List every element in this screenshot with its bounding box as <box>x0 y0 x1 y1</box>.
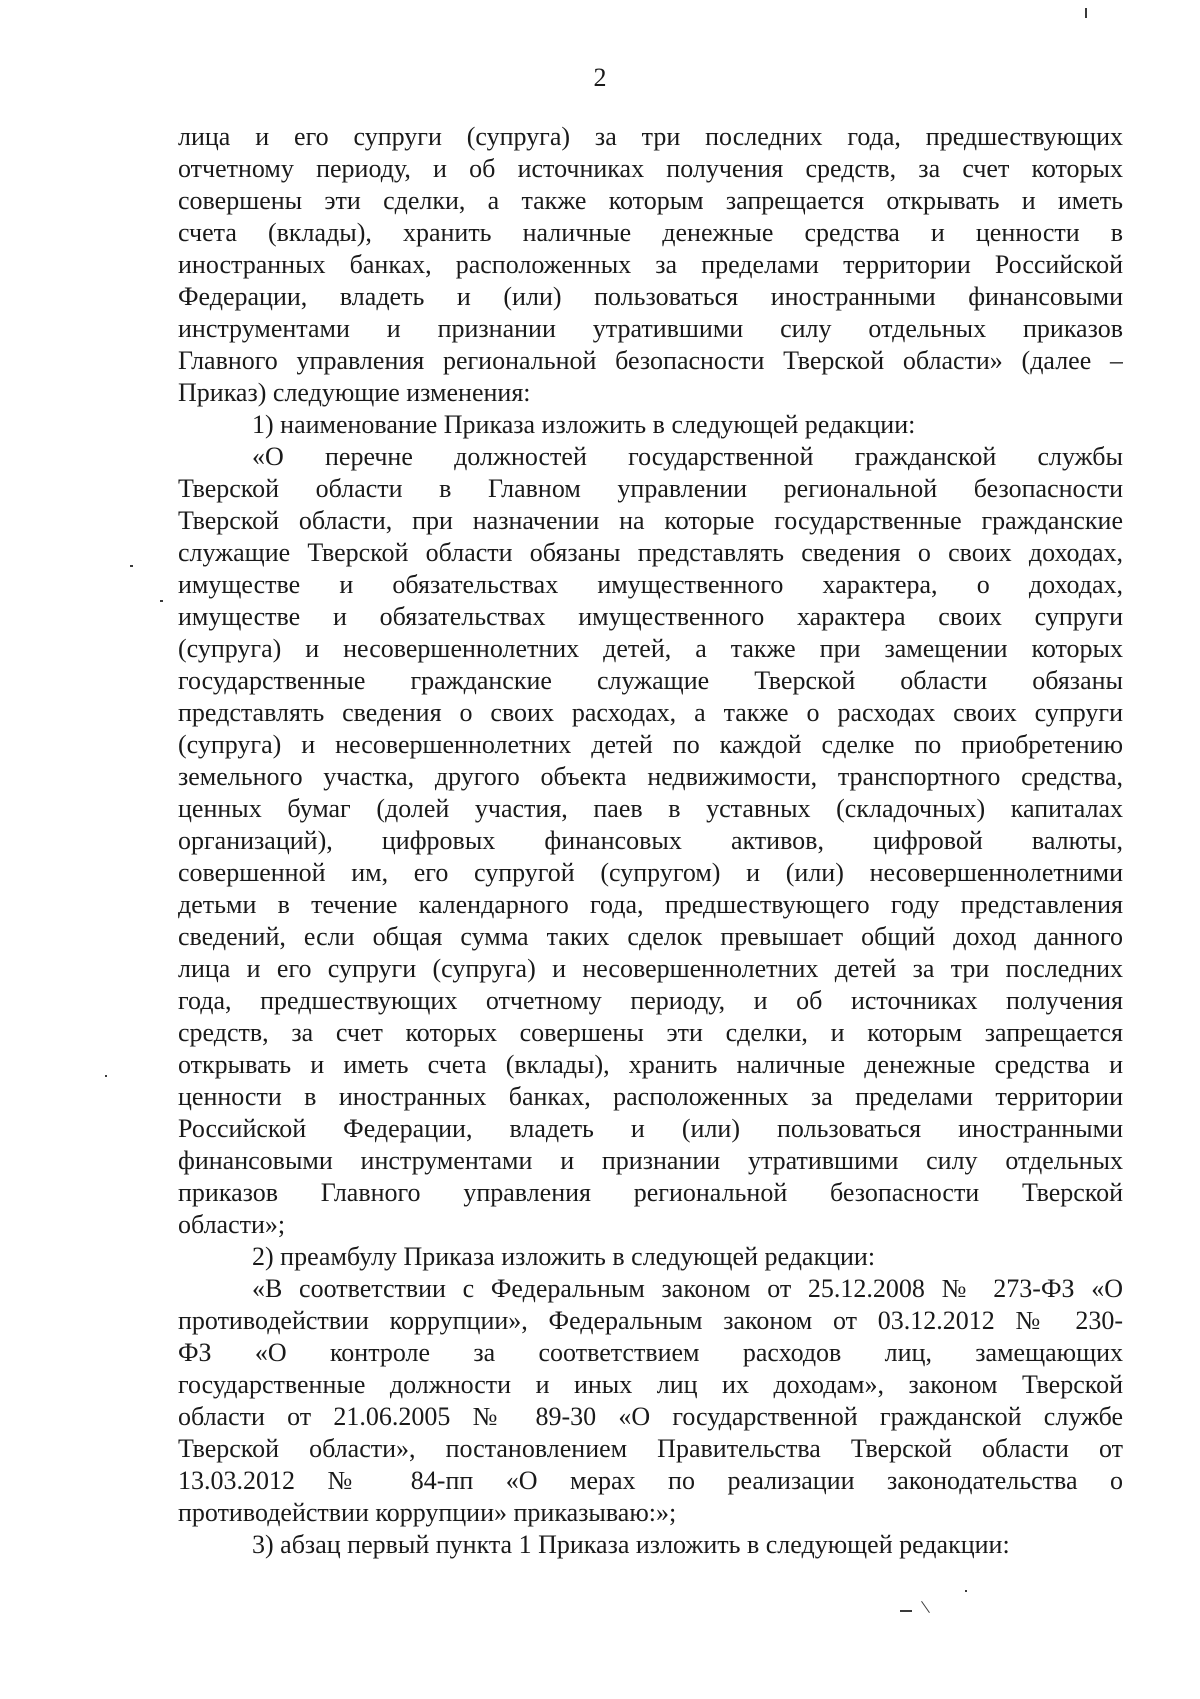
text-line: (супруга) и несовершеннолетних детей по каждой сделке по приобретению <box>178 730 1123 759</box>
scan-speck <box>921 1601 930 1613</box>
text-line: имуществе и обязательствах имущественного характера своих супруги <box>178 602 1123 631</box>
text-line: государственные должности и иных лиц их доходам», законом Тверской <box>178 1370 1123 1399</box>
text-line: ценности в иностранных банках, расположенных за пределами территории <box>178 1082 1123 1111</box>
scan-speck <box>965 1590 967 1592</box>
text-line: организаций), цифровых финансовых активов, цифровой валюты, <box>178 826 1123 855</box>
text-line: Федерации, владеть и (или) пользоваться иностранными финансовыми <box>178 282 1123 311</box>
page-number: 2 <box>593 63 607 92</box>
text-line: 13.03.2012 № 84-пп «О мерах по реализации законодательства о <box>178 1466 1123 1495</box>
text-line: лица и его супруги (супруга) за три последних года, предшествующих <box>178 122 1123 151</box>
text-line: Тверской области», постановлением Правительства Тверской области от <box>178 1434 1123 1463</box>
document-body <box>178 121 1123 1561</box>
text-line: отчетному периоду, и об источниках получения средств, за счет которых <box>178 154 1123 183</box>
text-line: 1) наименование Приказа изложить в следующей редакции: <box>252 410 916 439</box>
text-line: противодействии коррупции» приказываю:»; <box>178 1498 677 1527</box>
text-line: Приказ) следующие изменения: <box>178 378 531 407</box>
scan-speck <box>130 565 133 567</box>
text-line: средств, за счет которых совершены эти сделки, и которым запрещается <box>178 1018 1123 1047</box>
text-line: 2) преамбулу Приказа изложить в следующей редакции: <box>252 1242 876 1271</box>
scan-speck <box>900 1610 912 1612</box>
text-line: открывать и иметь счета (вклады), хранить наличные денежные средства и <box>178 1050 1123 1079</box>
text-line: финансовыми инструментами и признании утратившими силу отдельных <box>178 1146 1123 1175</box>
text-line: счета (вклады), хранить наличные денежные средства и ценности в <box>178 218 1123 247</box>
text-line: лица и его супруги (супруга) и несовершеннолетних детей за три последних <box>178 954 1123 983</box>
text-line: иностранных банках, расположенных за пределами территории Российской <box>178 250 1123 279</box>
text-line: противодействии коррупции», Федеральным законом от 03.12.2012 № 230- <box>178 1306 1123 1335</box>
text-line: земельного участка, другого объекта недвижимости, транспортного средства, <box>178 762 1123 791</box>
text-line: ФЗ «О контроле за соответствием расходов лиц, замещающих <box>178 1338 1123 1367</box>
text-line: области»; <box>178 1210 286 1239</box>
text-line: служащие Тверской области обязаны представлять сведения о своих доходах, <box>178 538 1123 567</box>
text-line: «О перечне должностей государственной гражданской службы <box>252 442 1123 471</box>
text-line: Тверской области в Главном управлении региональной безопасности <box>178 474 1123 503</box>
text-line: Российской Федерации, владеть и (или) пользоваться иностранными <box>178 1114 1123 1143</box>
text-line: инструментами и признании утратившими силу отдельных приказов <box>178 314 1123 343</box>
text-line: «В соответствии с Федеральным законом от 25.12.2008 № 273-ФЗ «О <box>252 1274 1123 1303</box>
text-line: сведений, если общая сумма таких сделок превышает общий доход данного <box>178 922 1123 951</box>
scan-speck <box>105 1075 107 1077</box>
text-line: совершенной им, его супругой (супругом) и (или) несовершеннолетними <box>178 858 1123 887</box>
scan-speck <box>160 600 163 602</box>
text-line: имуществе и обязательствах имущественного характера, о доходах, <box>178 570 1123 599</box>
text-line: приказов Главного управления региональной безопасности Тверской <box>178 1178 1123 1207</box>
text-line: Тверской области, при назначении на которые государственные гражданские <box>178 506 1123 535</box>
text-line: (супруга) и несовершеннолетних детей, а также при замещении которых <box>178 634 1123 663</box>
text-line: совершены эти сделки, а также которым запрещается открывать и иметь <box>178 186 1123 215</box>
text-line: Главного управления региональной безопасности Тверской области» (далее – <box>178 346 1123 375</box>
scan-speck <box>1085 8 1087 18</box>
text-line: 3) абзац первый пункта 1 Приказа изложить в следующей редакции: <box>252 1530 1010 1559</box>
text-line: представлять сведения о своих расходах, а также о расходах своих супруги <box>178 698 1123 727</box>
text-line: ценных бумаг (долей участия, паев в уставных (складочных) капиталах <box>178 794 1123 823</box>
text-line: государственные гражданские служащие Тверской области обязаны <box>178 666 1123 695</box>
text-line: области от 21.06.2005 № 89-30 «О государственной гражданской службе <box>178 1402 1123 1431</box>
text-line: года, предшествующих отчетному периоду, и об источниках получения <box>178 986 1123 1015</box>
text-line: детьми в течение календарного года, предшествующего году представления <box>178 890 1123 919</box>
